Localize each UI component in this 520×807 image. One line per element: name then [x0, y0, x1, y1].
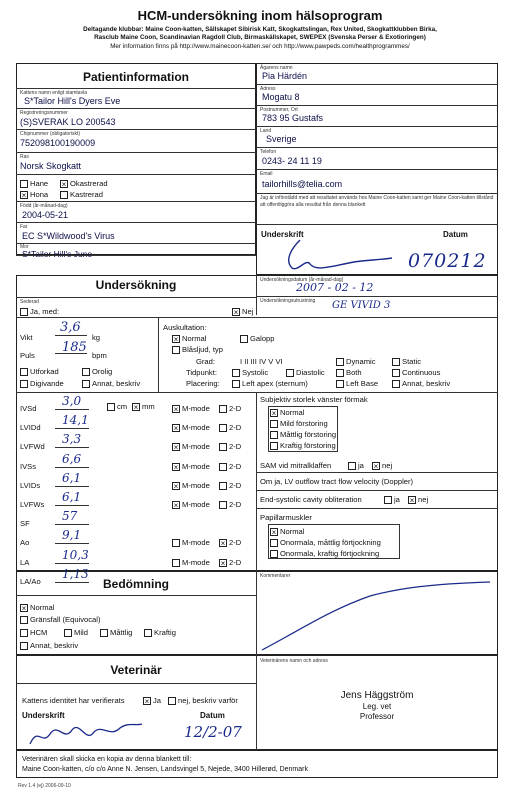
mmode-checkbox[interactable]: × M-mode	[173, 481, 210, 491]
identity-ja[interactable]: × Ja	[144, 696, 162, 706]
sedated-yes[interactable]: Ja, med:	[20, 307, 59, 316]
measure-value: 3,3	[62, 432, 82, 446]
twod-checkbox[interactable]: 2-D	[219, 481, 241, 490]
ausk-normal[interactable]: × Normal	[173, 334, 207, 344]
clubs-line-1: Deltagande klubbar: Maine Coon-katten, Sällskapet Sibirisk Katt, Skogkattslingan, Rex United, Skogkattklubben Birka,	[83, 26, 437, 33]
ausk-label: Auskultation:	[163, 323, 207, 332]
weight-value: 3,6	[60, 320, 81, 335]
unit-mm[interactable]: × mm	[133, 402, 155, 412]
esco-nej[interactable]: × nej	[409, 495, 429, 505]
consent-text: Jag är införstådd med att resultatet används hos Maine Coon-katten samt ger Maine Coon-katten tillstånd att offentliggöra alla resultat från denna blankett	[260, 195, 494, 208]
diastolic-checkbox[interactable]: Diastolic	[286, 368, 325, 377]
mmode-checkbox[interactable]: × M-mode	[173, 423, 210, 433]
measure-value: 6,1	[62, 490, 82, 504]
phone-label: Telefon	[260, 149, 277, 155]
annat-checkbox[interactable]: Annat, beskriv	[82, 379, 140, 388]
owner-date-label: Datum	[443, 230, 468, 239]
measure-value: 10,3	[62, 548, 89, 562]
identity-nej[interactable]: nej, beskriv varför	[168, 696, 238, 705]
owner-signature	[262, 238, 402, 274]
mother: S*Tailor Hill's Juno	[22, 249, 93, 259]
assess-normal[interactable]: × Normal	[21, 603, 55, 613]
placering-label: Placering:	[186, 379, 220, 388]
pulse-unit: bpm	[92, 351, 107, 360]
utforkad-checkbox[interactable]: Utforkad	[20, 367, 59, 376]
grad-label: Grad:	[196, 357, 215, 366]
systolic-checkbox[interactable]: Systolic	[232, 368, 268, 377]
mmode-checkbox[interactable]: × M-mode	[173, 462, 210, 472]
static-checkbox[interactable]: Static	[392, 357, 421, 366]
pulse-label: Puls	[20, 351, 35, 360]
orolig-checkbox[interactable]: Orolig	[82, 367, 112, 376]
comments-strike	[260, 580, 496, 654]
twod-checkbox[interactable]: 2-D	[219, 404, 241, 413]
sam-label: SAM vid mitralklaffen	[260, 461, 332, 470]
sedated-no[interactable]: × Nej	[233, 307, 254, 317]
exam-title: Undersökning	[95, 278, 177, 292]
breed-label: Ras	[20, 154, 29, 160]
annat-beskriv-checkbox[interactable]: Annat, beskriv	[392, 379, 450, 388]
measure-value: 1,13	[62, 567, 89, 581]
vet-title: Veterinär	[110, 663, 162, 677]
postal: 783 95 Gustafs	[262, 113, 324, 123]
papill-label: Papillarmuskler	[260, 513, 312, 522]
grades[interactable]: I II III IV V VI	[240, 357, 283, 366]
chip-number: 752098100190009	[20, 138, 96, 148]
measure-label: LA	[20, 558, 30, 567]
left-apex-checkbox[interactable]: Left apex (sternum)	[232, 379, 308, 388]
subj-kraftig[interactable]: Kraftig förstoring	[270, 441, 336, 450]
email-label: Email	[260, 171, 273, 177]
sex-okastrerad[interactable]: × Okastrerad	[61, 179, 108, 189]
ausk-galopp[interactable]: Galopp	[240, 334, 275, 343]
identity-label: Kattens identitet har verifierats	[22, 696, 125, 705]
dynamic-checkbox[interactable]: Dynamic	[336, 357, 376, 366]
postal-label: Postnummer, Ort	[260, 107, 298, 113]
pulse-value: 185	[62, 340, 87, 355]
owner-date: 070212	[408, 250, 487, 272]
measure-label: IVSs	[20, 462, 37, 471]
birth-date: 2004-05-21	[22, 210, 69, 220]
exam-equipment: GE VIVID 3	[332, 300, 391, 311]
mmode-checkbox[interactable]: × M-mode	[173, 404, 210, 414]
info-line: Mer information finns på http://www.mainecoon-katten.se/ och http://www.pawpeds.com/healthprogrammes/	[110, 43, 410, 50]
sam-nej[interactable]: × nej	[373, 461, 393, 471]
assess-mild[interactable]: Mild	[64, 628, 88, 637]
mmode-checkbox[interactable]: × M-mode	[173, 442, 210, 452]
chip-label: Chipnummer (obligatoriskt)	[20, 131, 81, 137]
both-checkbox[interactable]: Both	[336, 368, 362, 377]
measure-value: 14,1	[62, 413, 89, 427]
vet-date-label: Datum	[200, 711, 225, 720]
birth-label: Född (år-månad-dag)	[20, 203, 68, 209]
comments-label: Kommentarer	[260, 573, 291, 579]
twod-checkbox[interactable]: 2-D	[219, 500, 241, 509]
twod-checkbox[interactable]: 2-D	[219, 423, 241, 432]
owner-label: Ägarens namn	[260, 65, 293, 71]
subj-normal[interactable]: × Normal	[271, 408, 305, 418]
measure-label: LVFWs	[20, 500, 45, 509]
assessment-title: Bedömning	[103, 577, 169, 591]
stamp-label: Veterinärens namn och adress	[260, 658, 328, 664]
sex-hona[interactable]: × Hona	[21, 190, 49, 200]
owner-sign-label: Underskrift	[261, 230, 304, 239]
stamp-title: Leg. vet	[362, 702, 392, 711]
reg-number: (S)SVERAK LO 200543	[20, 117, 116, 127]
weight-label: Vikt	[20, 333, 33, 342]
mmode-checkbox[interactable]: M-mode	[172, 538, 210, 547]
footer-line-2: Maine Coon-katten, c/o c/o Anne N. Jensen, Landsvingel 5, Nejede, 3400 Hillerød, Denmark	[22, 766, 308, 773]
measure-value: 6,1	[62, 471, 82, 485]
clubs-line-2: Rasclub Maine Coon, Scandinavian Ragdoll Club, Birmaskällskapet, SWEPEX (Svenska Perser & Exotioringen)	[94, 34, 426, 41]
measure-label: Ao	[20, 538, 30, 547]
lvot-label: Om ja, LV outflow tract flow velocity (Doppler)	[260, 477, 414, 486]
papill-normal[interactable]: × Normal	[271, 527, 305, 537]
footer-line-1: Veterinären skall skicka en kopia av denna blankett till:	[22, 756, 192, 763]
papill-mattlig[interactable]: Onormala, måttlig förtjockning	[270, 538, 381, 547]
subj-mild[interactable]: Mild förstoring	[270, 419, 328, 428]
esco-ja[interactable]: ja	[384, 495, 400, 504]
breed: Norsk Skogkatt	[20, 161, 82, 171]
measure-label: IVSd	[20, 404, 37, 413]
assess-annat[interactable]: Annat, beskriv	[20, 641, 78, 650]
reg-label: Registreringsnummer	[20, 110, 68, 116]
vet-sign-label: Underskrift	[22, 711, 65, 720]
cat-name: S*Tailor Hill's Dyers Eve	[24, 96, 121, 106]
address: Mogatu 8	[262, 92, 300, 102]
measure-label: LVFWd	[20, 442, 45, 451]
exam-date-label: Undersökningsdatum (år-månad-dag)	[260, 277, 344, 283]
papill-kraftig[interactable]: Onormala, kraftig förtjockning	[270, 549, 379, 558]
ausk-blasljud[interactable]: Blåsljud, typ	[172, 345, 223, 354]
email: tailorhills@telia.com	[262, 179, 343, 189]
twod-checkbox[interactable]: 2-D	[219, 442, 241, 451]
measure-label: LVIDd	[20, 423, 41, 432]
sam-ja[interactable]: ja	[348, 461, 364, 470]
twod-checkbox[interactable]: × 2-D	[220, 538, 242, 548]
continuous-checkbox[interactable]: Continuous	[392, 368, 440, 377]
father: EC S*Wildwood's Virus	[22, 231, 115, 241]
exam-date: 2007 - 02 - 12	[296, 281, 374, 294]
owner-name: Pia Härdén	[262, 71, 308, 81]
measure-value: 6,6	[62, 452, 82, 466]
mother-label: Mor	[20, 244, 29, 250]
assess-gransfall[interactable]: Gränsfall (Equivocal)	[20, 615, 100, 624]
tidpunkt-label: Tidpunkt:	[186, 368, 217, 377]
stamp-role: Professor	[359, 712, 395, 721]
country-label: Land	[260, 128, 272, 134]
measure-value: 57	[62, 509, 78, 523]
sex-kastrerad[interactable]: Kastrerad	[60, 190, 103, 199]
address-label: Adress	[260, 86, 276, 92]
form-title: HCM-undersökning inom hälsoprogram	[137, 8, 383, 23]
patient-title: Patientinformation	[82, 70, 189, 84]
measure-label: LA/Ao	[20, 577, 41, 586]
phone: 0243- 24 11 19	[262, 156, 322, 166]
sex-hane[interactable]: Hane	[20, 179, 48, 188]
unit-cm[interactable]: cm	[107, 402, 127, 411]
stamp-name: Jens Häggström	[340, 690, 414, 701]
subj-label: Subjektiv storlek vänster förmak	[260, 395, 368, 404]
method-label: Undersökningsutrustning	[260, 298, 316, 304]
left-base-checkbox[interactable]: Left Base	[336, 379, 378, 388]
revision: Rev 1.4 (ej) 2006-09-10	[18, 783, 71, 789]
esco-label: End-systolic cavity obliteration	[260, 495, 362, 504]
country: Sverige	[266, 134, 297, 144]
measure-value: 9,1	[62, 528, 82, 542]
vet-date: 12/2-07	[184, 723, 242, 741]
weight-unit: kg	[92, 333, 101, 342]
assess-kraftig[interactable]: Kraftig	[144, 628, 176, 637]
father-label: Far	[20, 224, 28, 230]
measure-label: SF	[20, 519, 30, 528]
twod-checkbox[interactable]: × 2-D	[220, 558, 242, 568]
mmode-checkbox[interactable]: M-mode	[172, 558, 210, 567]
name-label: Kattens namn enligt stamtavla	[20, 90, 87, 96]
digivande-checkbox[interactable]: Digivande	[20, 379, 64, 388]
measure-label: LVIDs	[20, 481, 41, 490]
twod-checkbox[interactable]: 2-D	[219, 462, 241, 471]
sedated-label: Sederad	[20, 299, 39, 305]
subj-mattlig[interactable]: Måttlig förstoring	[270, 430, 336, 439]
mmode-checkbox[interactable]: × M-mode	[173, 500, 210, 510]
assess-mattlig[interactable]: Måttlig	[100, 628, 132, 637]
assess-hcm[interactable]: HCM	[20, 628, 47, 637]
measure-value: 3,0	[62, 394, 82, 408]
vet-signature	[24, 716, 144, 748]
